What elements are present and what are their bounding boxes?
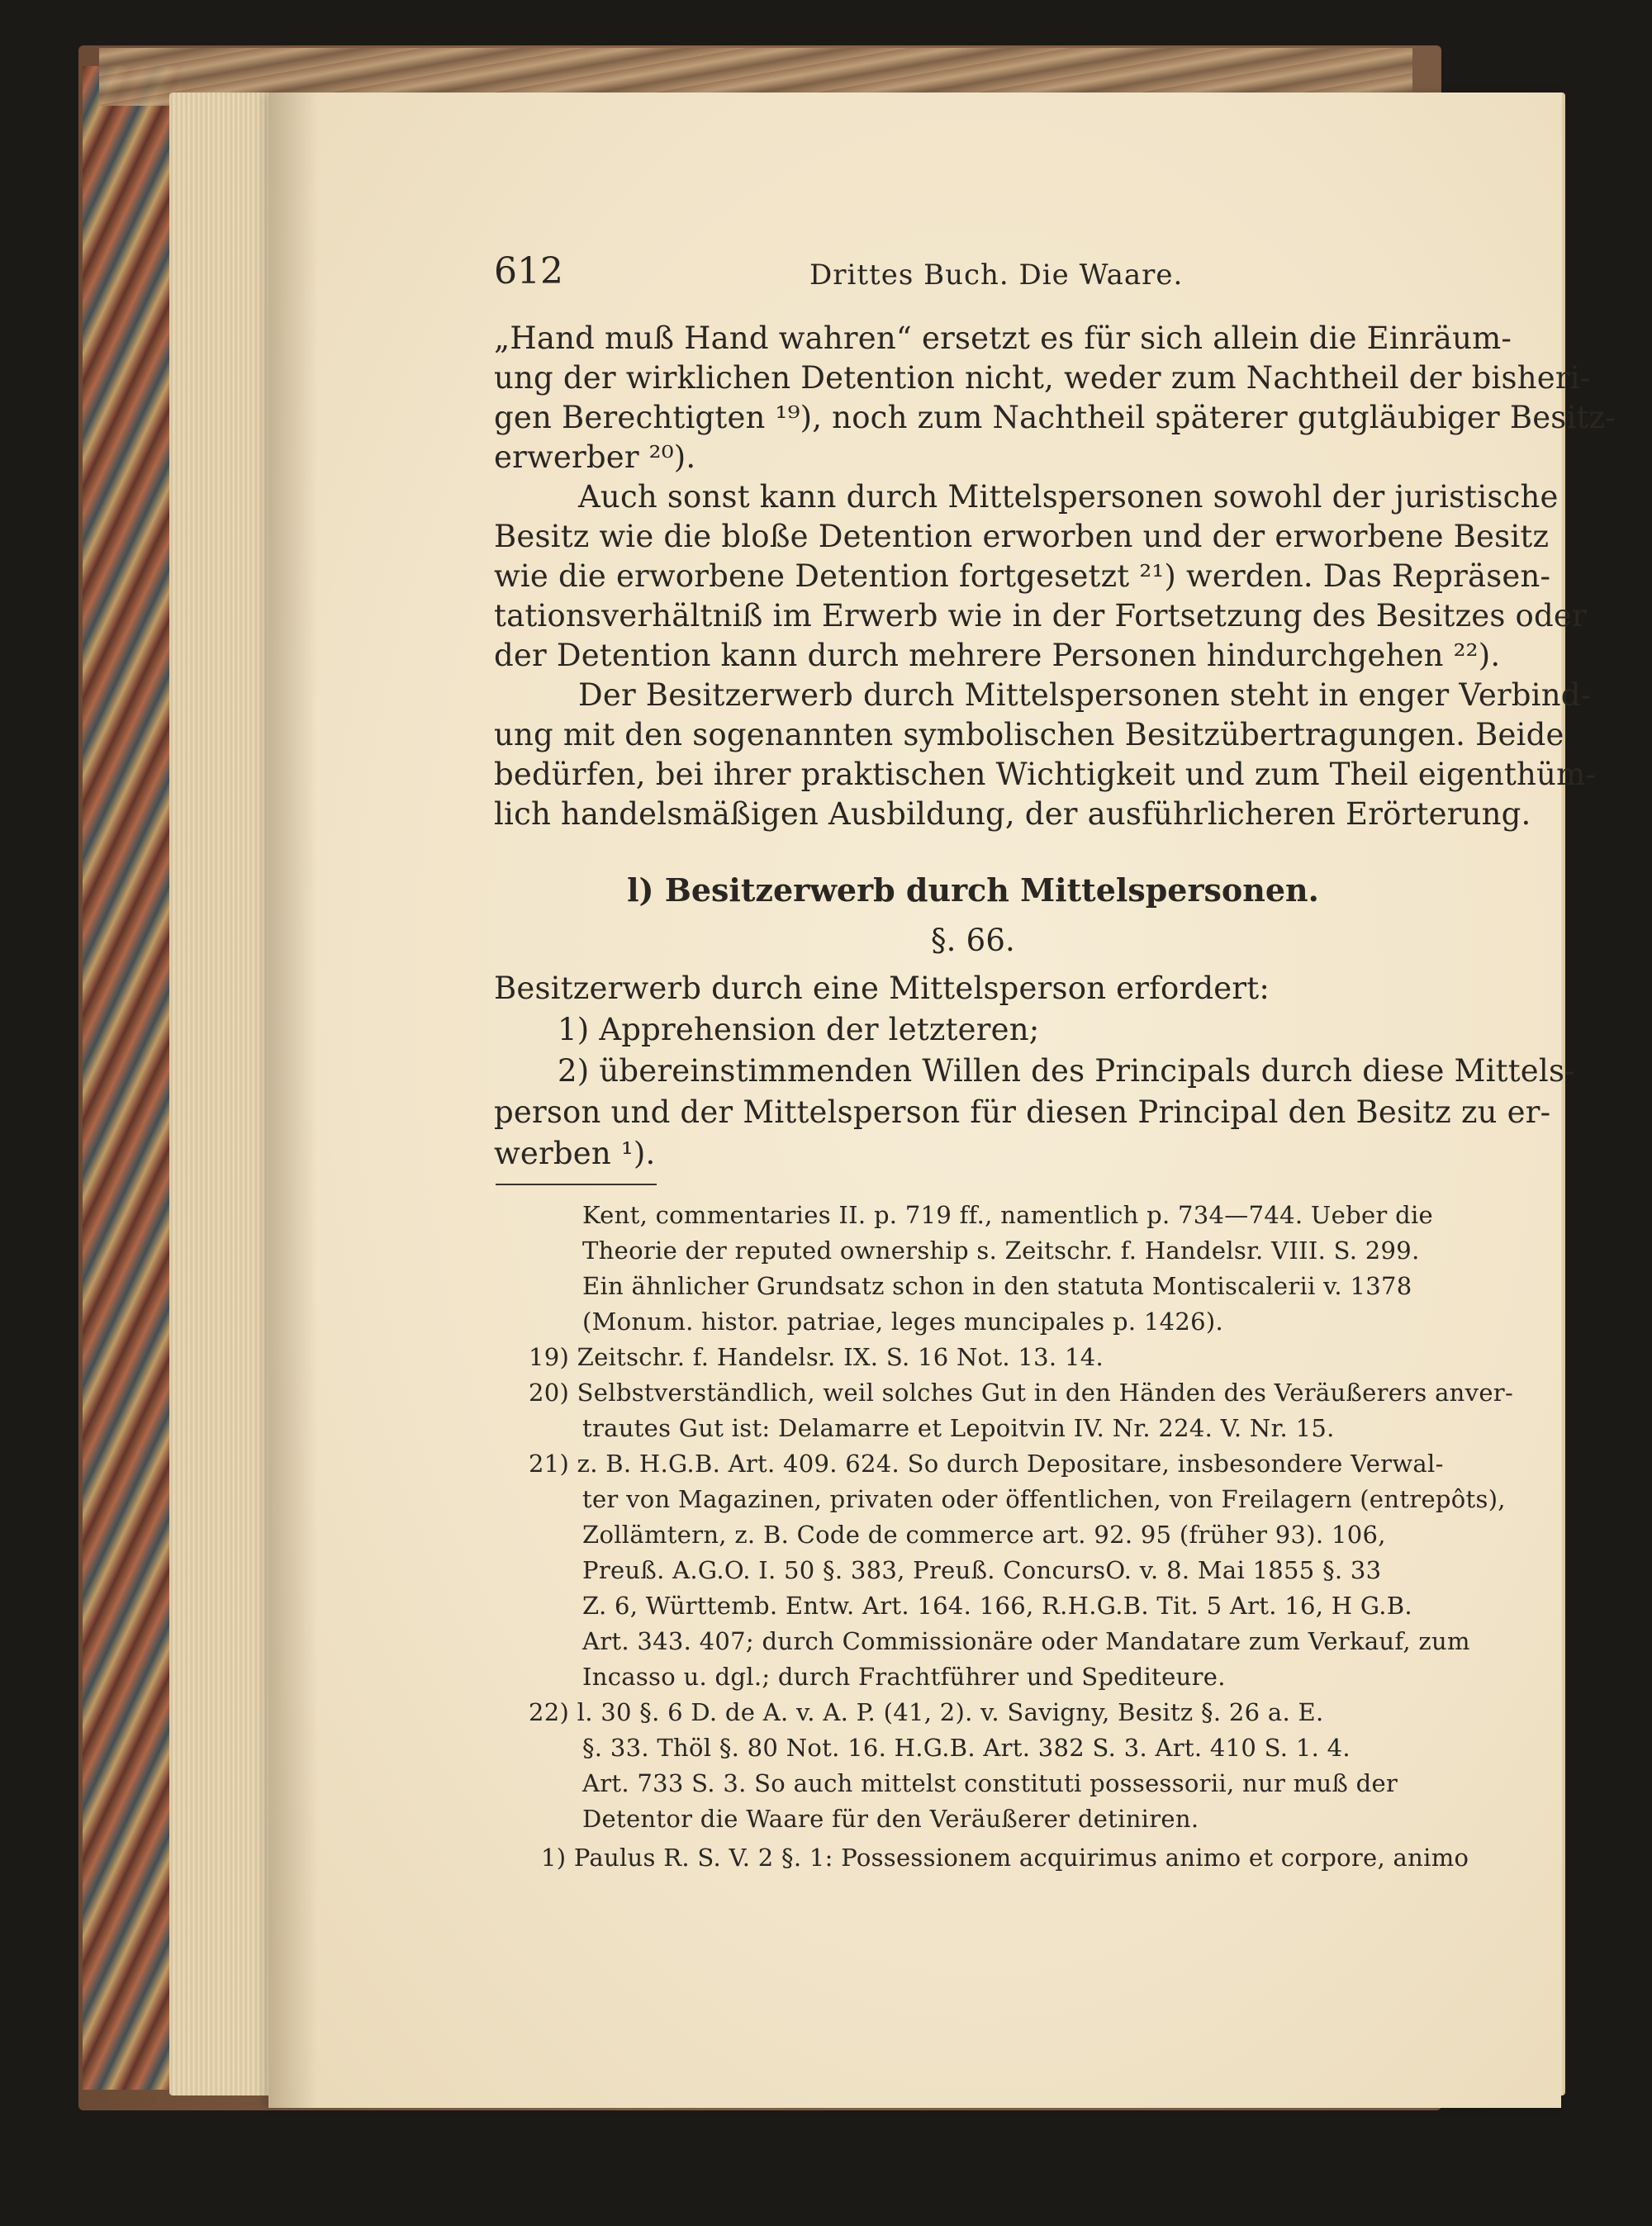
footnote-line: 19) Zeitschr. f. Handelsr. IX. S. 16 Not. 13. 14. — [529, 1343, 1104, 1371]
section-number: §. 66. — [930, 923, 1016, 958]
footnote-line: Detentor die Waare für den Veräußerer detiniren. — [582, 1805, 1199, 1833]
footnote-line: 21) z. B. H.G.B. Art. 409. 624. So durch Depositare, insbesondere Verwal- — [529, 1450, 1444, 1478]
body-line: Auch sonst kann durch Mittelspersonen sowohl der juristische — [578, 479, 1559, 515]
footnote-line: Theorie der reputed ownership s. Zeitschr. f. Handelsr. VIII. S. 299. — [582, 1236, 1420, 1265]
body-line: 2) übereinstimmenden Willen des Principals durch diese Mittels- — [558, 1053, 1575, 1089]
footnote-line: 1) Paulus R. S. V. 2 §. 1: Possessionem acquirimus animo et corpore, animo — [541, 1844, 1469, 1872]
footnote-line: Ein ähnlicher Grundsatz schon in den statuta Montiscalerii v. 1378 — [582, 1272, 1412, 1300]
body-line: person und der Mittelsperson für diesen Principal den Besitz zu er- — [494, 1094, 1551, 1130]
body-line: lich handelsmäßigen Ausbildung, der ausführlicheren Erörterung. — [494, 796, 1531, 832]
footnote-line: Art. 733 S. 3. So auch mittelst constituti possessorii, nur muß der — [582, 1769, 1398, 1797]
body-line: Besitzerwerb durch eine Mittelsperson erfordert: — [494, 971, 1270, 1006]
marbled-edge — [83, 66, 182, 2090]
running-title: Drittes Buch. Die Waare. — [809, 259, 1184, 292]
section-heading: l) Besitzerwerb durch Mittelspersonen. — [627, 871, 1319, 909]
page-number: 612 — [494, 250, 563, 292]
footnote-rule — [496, 1184, 657, 1185]
footnote-line: Zollämtern, z. B. Code de commerce art. 92. 95 (früher 93). 106, — [582, 1521, 1386, 1549]
body-line: tationsverhältniß im Erwerb wie in der Fortsetzung des Besitzes oder — [494, 598, 1587, 634]
footnote-line: 22) l. 30 §. 6 D. de A. v. A. P. (41, 2). v. Savigny, Besitz §. 26 a. E. — [529, 1698, 1324, 1726]
footnote-line: 20) Selbstverständlich, weil solches Gut in den Händen des Veräußerers anver- — [529, 1379, 1514, 1407]
footnote-line: ter von Magazinen, privaten oder öffentlichen, von Freilagern (entrepôts), — [582, 1485, 1506, 1513]
body-line: erwerber ²⁰). — [494, 439, 696, 475]
body-line: ung der wirklichen Detention nicht, weder zum Nachtheil der bisheri- — [494, 360, 1591, 396]
footnote-line: Art. 343. 407; durch Commissionäre oder Mandatare zum Verkauf, zum — [582, 1627, 1470, 1655]
footnote-line: trautes Gut ist: Delamarre et Lepoitvin IV. Nr. 224. V. Nr. 15. — [582, 1414, 1335, 1442]
body-line: Der Besitzerwerb durch Mittelspersonen steht in enger Verbind- — [578, 677, 1592, 713]
footnote-line: §. 33. Thöl §. 80 Not. 16. H.G.B. Art. 382 S. 3. Art. 410 S. 1. 4. — [582, 1734, 1351, 1762]
body-line: 1) Apprehension der letzteren; — [558, 1012, 1040, 1047]
footnote-line: Kent, commentaries II. p. 719 ff., namentlich p. 734—744. Ueber die — [582, 1201, 1434, 1229]
footnote-line: (Monum. histor. patriae, leges muncipales p. 1426). — [582, 1308, 1224, 1336]
footnote-line: Z. 6, Württemb. Entw. Art. 164. 166, R.H.G.B. Tit. 5 Art. 16, H G.B. — [582, 1592, 1412, 1620]
gutter-shadow — [268, 93, 318, 2108]
body-line: werben ¹). — [494, 1136, 656, 1171]
footnote-line: Preuß. A.G.O. I. 50 §. 383, Preuß. ConcursO. v. 8. Mai 1855 §. 33 — [582, 1556, 1382, 1584]
body-line: Besitz wie die bloße Detention erworben und der erworbene Besitz — [494, 519, 1550, 554]
body-line: bedürfen, bei ihrer praktischen Wichtigkeit und zum Theil eigenthüm- — [494, 757, 1597, 792]
body-line: der Detention kann durch mehrere Personen hindurchgehen ²²). — [494, 638, 1501, 673]
body-line: ung mit den sogenannten symbolischen Besitzübertragungen. Beide — [494, 717, 1564, 752]
body-line: „Hand muß Hand wahren“ ersetzt es für sich allein die Einräum- — [494, 320, 1512, 356]
body-line: gen Berechtigten ¹⁹), noch zum Nachtheil späterer gutgläubiger Besitz- — [494, 400, 1616, 435]
body-line: wie die erworbene Detention fortgesetzt ²¹) werden. Das Repräsen- — [494, 558, 1551, 594]
footnote-line: Incasso u. dgl.; durch Frachtführer und Spediteure. — [582, 1663, 1226, 1691]
